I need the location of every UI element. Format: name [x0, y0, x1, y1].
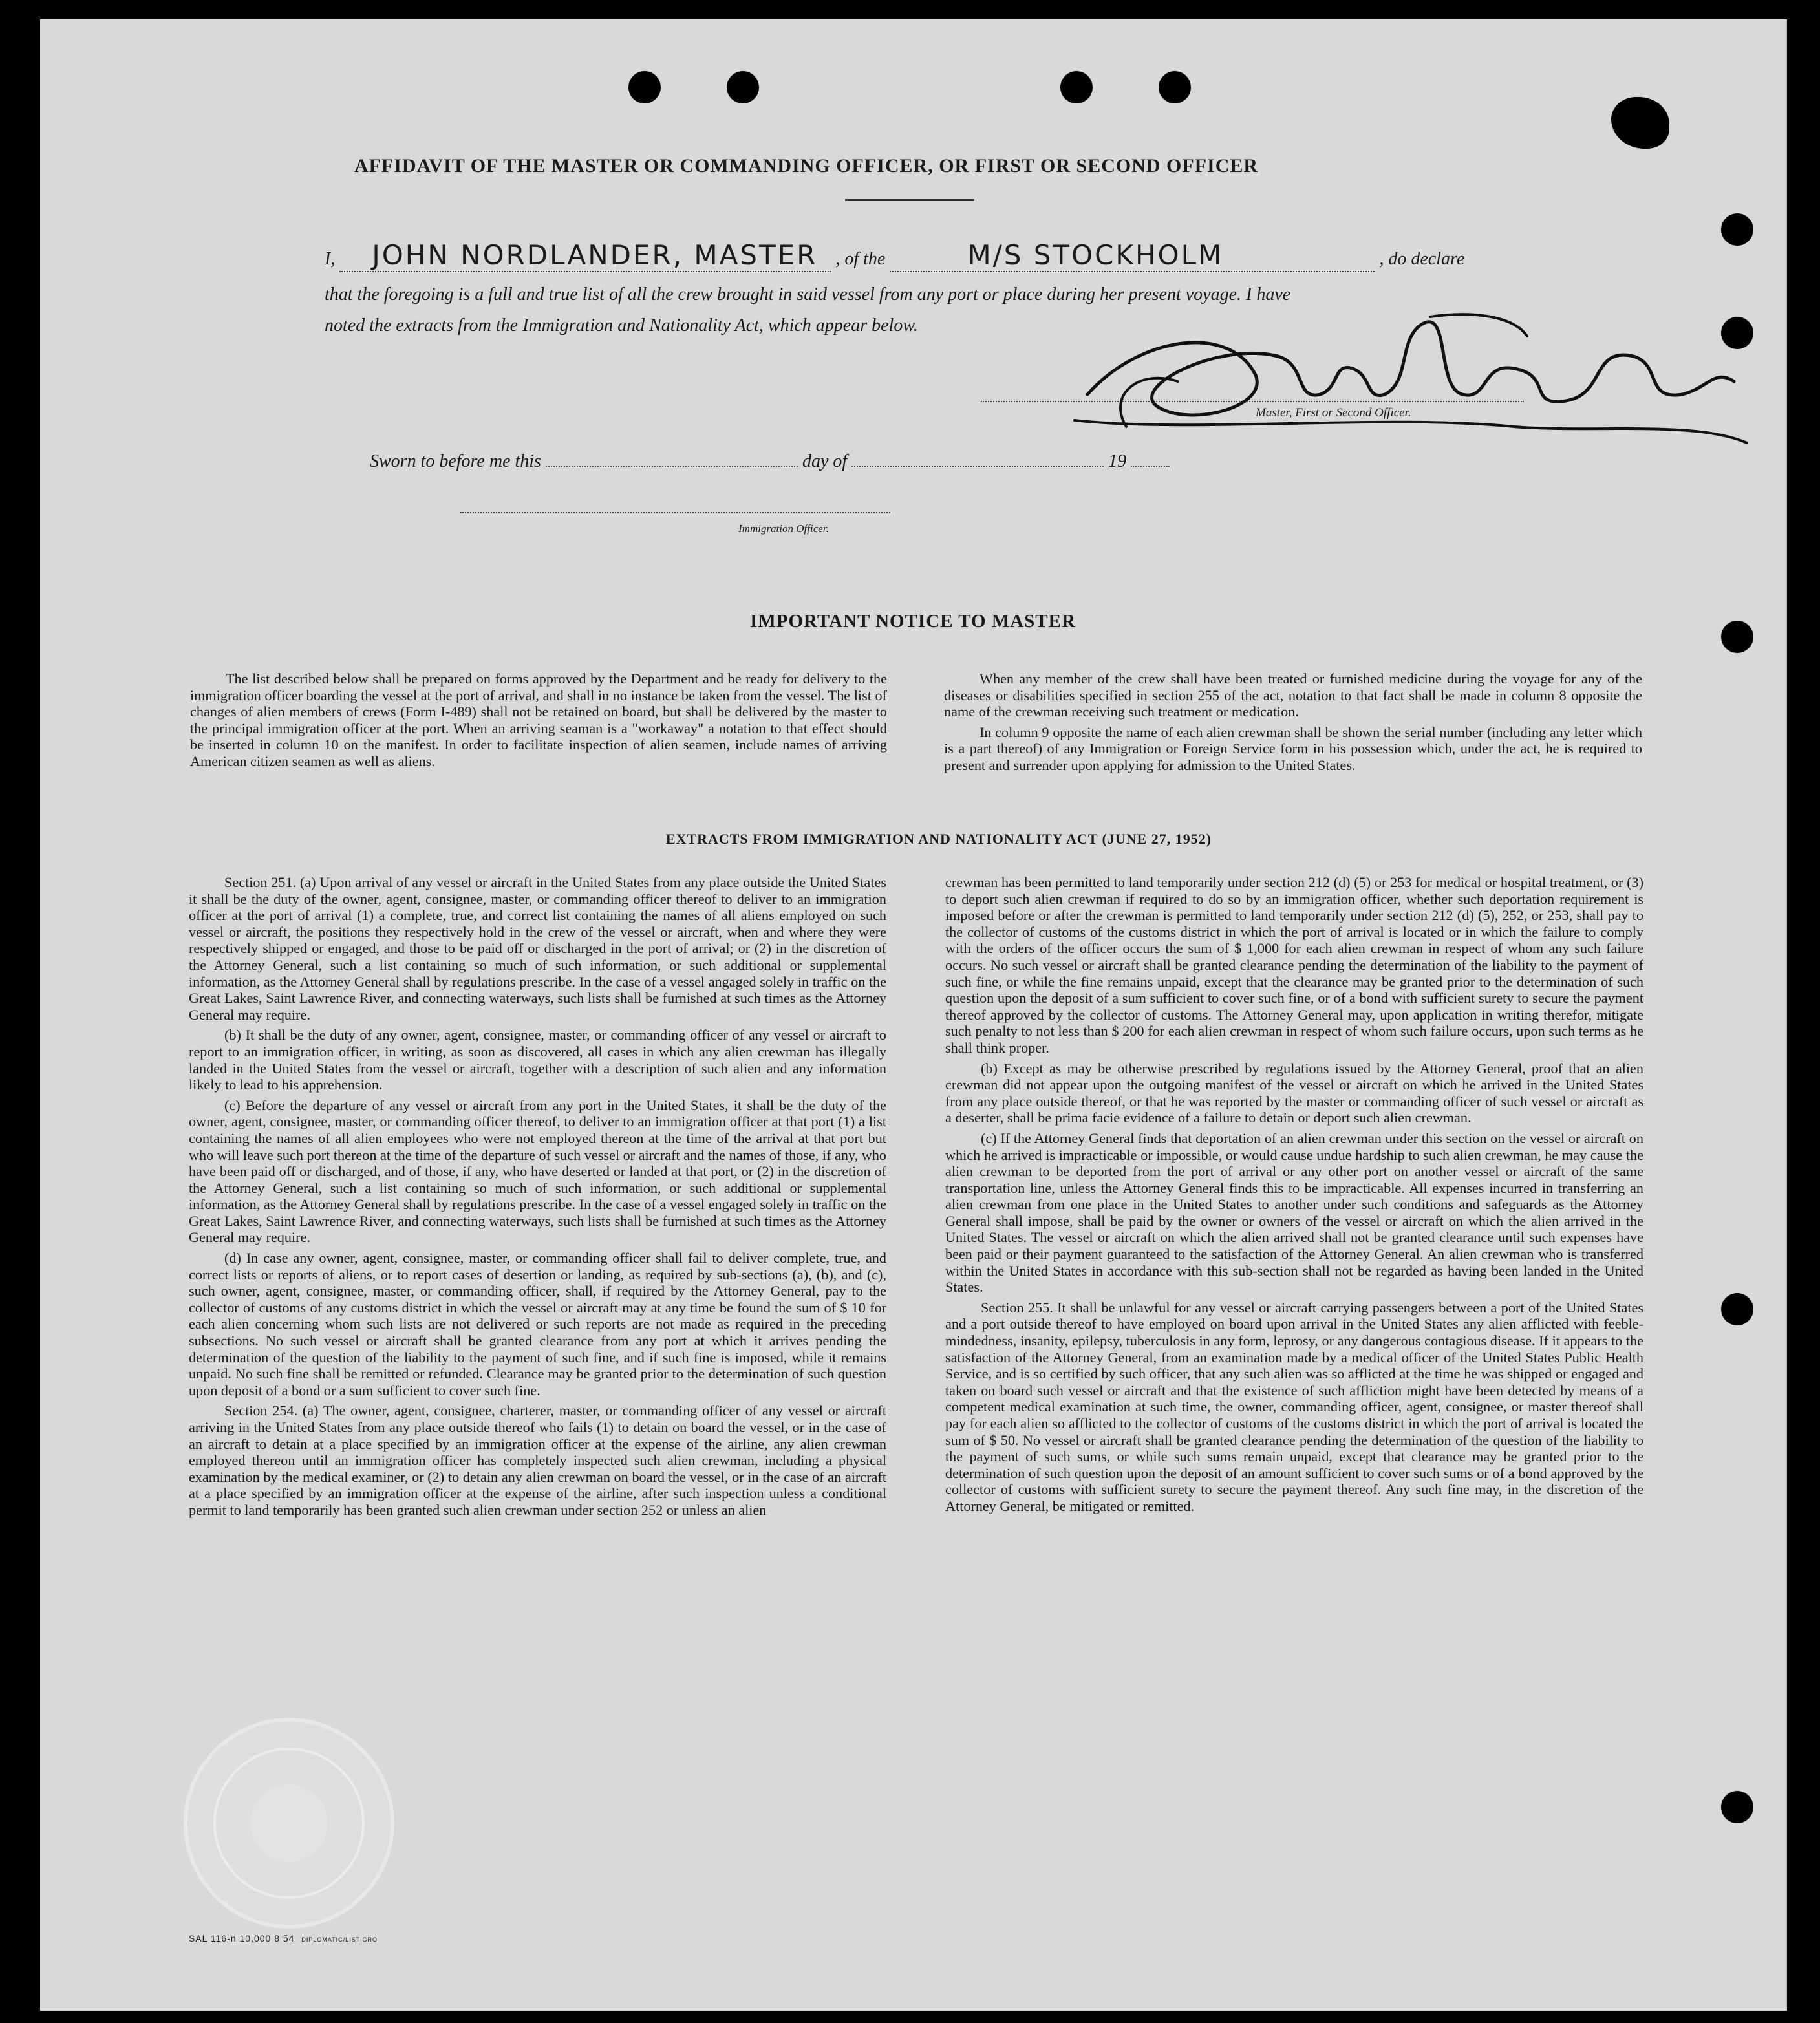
section-251a: Section 251. (a) Upon arrival of any vessel or aircraft in the United States from any place outside the United States it shall be the duty of the owner, agent, consignee, master, or commanding officer thereof to deliver to an immigration officer at the port of arrival (1) a complete, true, and correct list containing the names of all aliens employed on such vessel or aircraft, the positions they respectively hold in the crew of the vessel or aircraft, when and where they were respectively shipped or engaged, and those to be paid off or discharged in the port of arrival; or (2) in the discretion of the Attorney General, such a list containing so much of such information, or such additional or supplemental information, as the Attorney General shall by regulations prescribe. In the case of a vessel angaged solely in traffic on the Great Lakes, Saint Lawrence River, and connecting waterways, such lists shall be furnished at such times as the Attorney General may require.: [189, 874, 886, 1023]
notice-right-column: [944, 670, 1642, 778]
punch-hole: [1159, 71, 1191, 103]
sworn-line: [370, 451, 1170, 472]
notice-left-paragraph: The list described below shall be prepared on forms approved by the Department and be ready for delivery to the immigration officer boarding the vessel at the port of arrival, and shall in no instance be taken from the vessel. The list of changes of alien members of crews (Form I-489) shall not be retained on board, but shall be delivered by the master to the principal immigration officer at the port. When an arriving seaman is a "workaway" a notation to that effect should be inserted in column 10 on the manifest. In order to facilitate inspection of alien seamen, include names of arriving American citizen seamen as well as aliens.: [190, 670, 887, 769]
of-the-label: , of the: [835, 249, 886, 269]
printer-mark: DIPLOMATIC/LIST GRO: [301, 1936, 378, 1943]
notice-title: IMPORTANT NOTICE TO MASTER: [750, 611, 1076, 632]
declaration-line-2: that the foregoing is a full and true list of all the crew brought in said vessel from any port or place during her present voyage. I have: [325, 284, 1291, 305]
sworn-label: Sworn to before me this: [370, 451, 541, 471]
form-code: [189, 1933, 378, 1943]
handwritten-signature: [1062, 297, 1773, 466]
master-name-handwritten: JOHN NORDLANDER, MASTER: [372, 239, 818, 271]
extracts-right-column: [945, 874, 1643, 1519]
notice-left-column: [190, 670, 887, 774]
torn-hole: [1611, 97, 1669, 149]
declaration-line-3: noted the extracts from the Immigration and Nationality Act, which appear below.: [325, 316, 918, 336]
signature-caption: Master, First or Second Officer.: [1256, 406, 1411, 420]
vessel-name-handwritten: M/S STOCKHOLM: [967, 239, 1224, 271]
punch-hole: [1721, 1293, 1753, 1325]
section-251b: (b) It shall be the duty of any owner, agent, consignee, master, or commanding officer of any vessel or aircraft to report to an immigration officer, in writing, as soon as discovered, all cases in which any alien crewman has illegally landed in the United States from the vessel or aircraft, together with a description of such alien and any information likely to lead to his apprehension.: [189, 1027, 886, 1093]
extracts-left-column: [189, 874, 886, 1523]
punch-hole: [1721, 213, 1753, 246]
immigration-officer-line: [460, 512, 890, 513]
affidavit-title: AFFIDAVIT OF THE MASTER OR COMMANDING OFFICER, OR FIRST OR SECOND OFFICER: [354, 155, 1259, 177]
section-254a-continued: crewman has been permitted to land temporarily under section 212 (d) (5) or 253 for medical or hospital treatment, or (3) to deport such alien crewman if required to do so by an immigration officer, whether such deportation requirement is imposed before or after the crewman is permitted to land temporarily under section 212 (d) (5), 252, or 253, shall pay to the collector of customs of the customs district in which the port of arrival is located or in which the failure to comply with the orders of the officer occurs the sum of $ 1,000 for each alien crewman in respect of whom any such failure occurs. No such vessel or aircraft shall be granted clearance pending the determination of the liability to the payment of such fine, or while the fine remains unpaid, except that the clearance may be granted prior to the determination of such question upon the deposit of a sum sufficient to cover such fine, or of a bond with sufficient surety to secure the payment thereof approved by the collector of customs. The Attorney General may, upon application in writing therefor, mitigate such penalty to not less than $ 200 for each alien crewman in respect of whom such failure occurs, upon such terms as he shall think proper.: [945, 874, 1643, 1056]
do-declare-label: , do declare: [1379, 249, 1465, 269]
notice-right-paragraph-1: When any member of the crew shall have been treated or furnished medicine during the voyage for any of the diseases or disabilities specified in section 255 of the act, notation to that fact shall be made in column 8 opposite the name of the crewman receiving such treatment or medication.: [944, 670, 1642, 720]
section-254a: Section 254. (a) The owner, agent, consignee, charterer, master, or commanding officer of any vessel or aircraft arriving in the United States from any place outside thereof who fails (1) to detain on board the vessel, or in the case of an aircraft to detain at a place specified by an immigration officer at the expense of the airline, any alien crewman employed thereon until an immigration officer has completely inspected such alien crewman, including a physical examination by the medical examiner, or (2) to detain any alien crewman on board the vessel, or in the case of an aircraft at a place specified by an immigration officer at the expense of the airline, after such inspection unless a conditional permit to land temporarily has been granted such alien crewman under section 252 or unless an alien: [189, 1402, 886, 1518]
day-of-label: day of: [802, 451, 848, 471]
section-255: Section 255. It shall be unlawful for any vessel or aircraft carrying passengers between a port of the United States and a port outside thereof to have employed on board upon arrival in the United States any alien afflicted with feeble-mindedness, insanity, epilepsy, tuberculosis in any form, leprosy, or any dangerous contagious disease. If it appears to the satisfaction of the Attorney General, from an examination made by a medical officer of the United States Public Health Service, and is so certified by such officer, that any such alien was so afflicted at the time he was shipped or engaged and taken on board such vessel or aircraft and that the existence of such affliction might have been detected by means of a competent medical examination at such time, the owner, commanding officer, agent, consignee, or master thereof shall pay for each alien so afflicted to the collector of customs of the customs district in which the port of arrival is located the sum of $ 50. No vessel or aircraft shall be granted clearance pending the determination of the question of the liability to the payment of such sums, or while such sums remain unpaid, except that clearance may be granted prior to the determination of such question upon the deposit of an amount sufficient to cover such sums or of a bond approved by the collector of customs with sufficient surety to secure the payment thereof. Any such fine may, in the discretion of the Attorney General, be mitigated or remitted.: [945, 1299, 1643, 1514]
title-rule: [845, 199, 974, 201]
punch-hole: [727, 71, 759, 103]
extracts-title: EXTRACTS FROM IMMIGRATION AND NATIONALITY ACT (JUNE 27, 1952): [665, 831, 1212, 847]
i-label: I,: [325, 249, 336, 269]
punch-hole: [1721, 1791, 1753, 1823]
punch-hole: [1060, 71, 1093, 103]
document-page: [40, 19, 1787, 2011]
notice-right-paragraph-2: In column 9 opposite the name of each alien crewman shall be shown the serial number (including any letter which is a part thereof) of any Immigration or Foreign Service form in his possession which, under the act, he is required to present and surrender upon applying for admission to the United States.: [944, 723, 1642, 773]
section-254b: (b) Except as may be otherwise prescribed by regulations issued by the Attorney General, proof that an alien crewman did not appear upon the outgoing manifest of the vessel or aircraft on which he arrived in the United States from any place outside thereof, or that he was reported by the master or commanding officer of such vessel or aircraft as a deserter, shall be prima facie evidence of a failure to detain or deport such alien crewman.: [945, 1060, 1643, 1126]
section-251c: (c) Before the departure of any vessel or aircraft from any port in the United States, it shall be the duty of the owner, agent, consignee, master, or commanding officer thereof, to deliver to an immigration officer at that port (1) a list containing the names of all alien employees who were not employed thereon at the time of the arrival at that port but who will leave such port thereon at the time of the departure of such vessel or aircraft and the names of those, if any, who have been paid off or discharged, and of those, if any, who have deserted or landed at that port, or (2) in the discretion of the Attorney General, such a list containing so much of such information, or such additional or supplemental information, as the Attorney General shall by regulations prescribe. In the case of a vessel engaged solely in traffic on the Great Lakes, Saint Lawrence River, and connecting waterways, such lists shall be furnished at such times as the Attorney General may require.: [189, 1097, 886, 1246]
punch-hole: [628, 71, 661, 103]
embossed-seal: [179, 1713, 399, 1933]
year-label: 19: [1108, 451, 1127, 471]
section-251d: (d) In case any owner, agent, consignee, master, or commanding officer shall fail to deliver complete, true, and correct lists or reports of aliens, or to report cases of desertion or landing, as required by sub-sections (a), (b), and (c), such owner, agent, consignee, master, or commanding officer, shall, if required by the Attorney General, pay to the collector of customs of any customs district in which the vessel or aircraft may at any time be found the sum of $ 10 for each alien concerning whom such lists are not delivered or such reports are not made as required in the preceding subsections. No such vessel or aircraft shall be granted clearance from any port at which it arrives pending the determination of the question of the liability to the payment of such fine, and if such fine is imposed, while it remains unpaid. No such fine shall be remitted or refunded. Clearance may be granted prior to the determination of such question upon deposit of a bond or a sum sufficient to cover such fine.: [189, 1250, 886, 1398]
section-254c: (c) If the Attorney General finds that deportation of an alien crewman under this section on the vessel or aircraft on which he arrived is impracticable or impossible, or would cause undue hardship to such alien crewman, he may cause the alien crewman to be deported from the port of arrival or any other port on another vessel or aircraft of the same transportation line, unless the Attorney General finds this to be impracticable. All expenses incurred in transferring an alien crewman from one place in the United States to another under such conditions and safeguards as the Attorney General shall impose, shall be paid by the owner or owners of the vessel or aircraft on which the alien arrived in the United States. The vessel or aircraft on which the alien arrived shall not be granted clearance until such expenses have been paid or their payment guaranteed to the satisfaction of the Attorney General. An alien crewman who is transferred within the United States in accordance with this sub-section shall not be regarded as having been landed in the United States.: [945, 1129, 1643, 1296]
declaration-line-1: [325, 239, 1464, 272]
form-number: SAL 116-n 10,000 8 54: [189, 1933, 295, 1943]
immigration-officer-caption: Immigration Officer.: [738, 522, 829, 535]
